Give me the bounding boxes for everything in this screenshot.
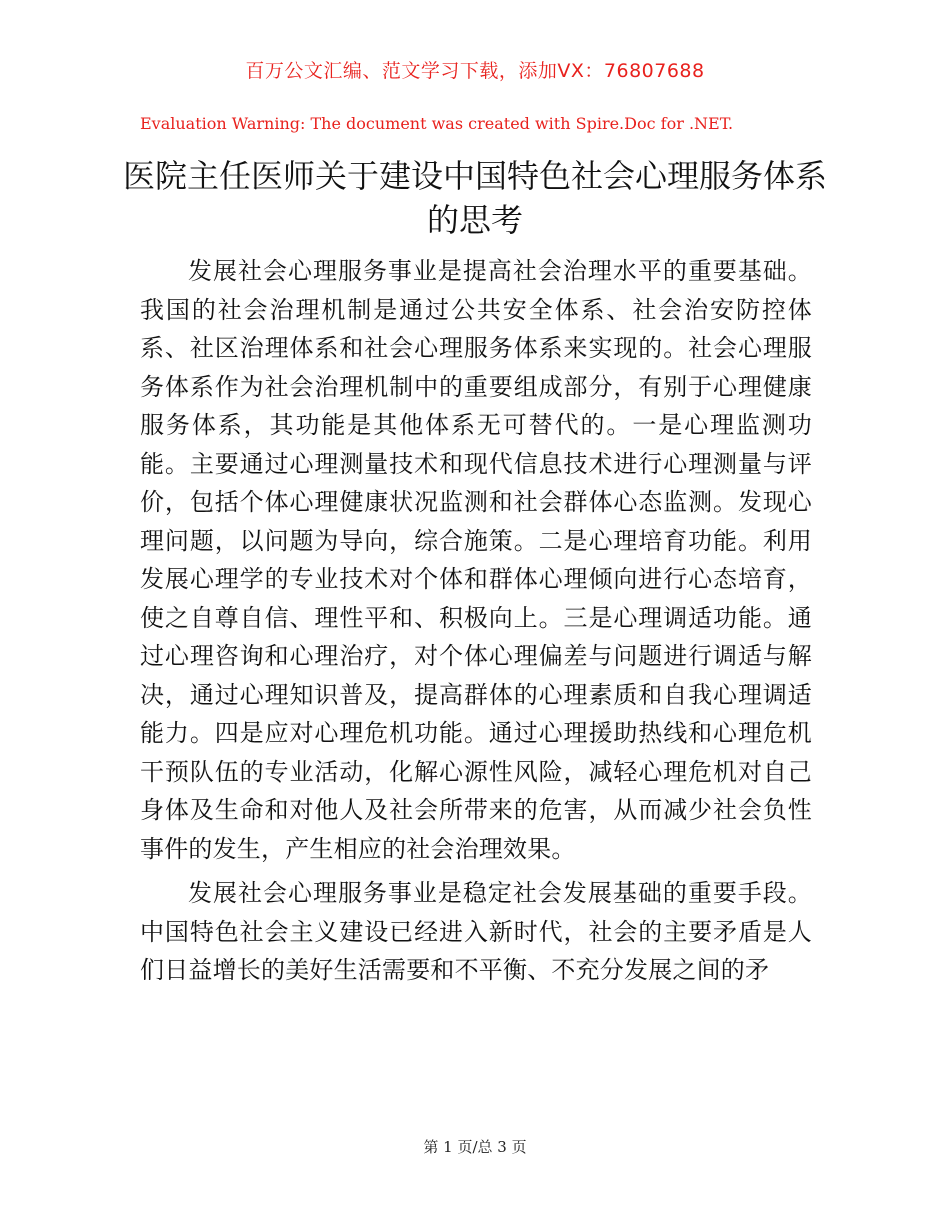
page-indicator: 第 1 页/总 3 页 [423,1138,527,1156]
paragraph: 发展社会心理服务事业是稳定社会发展基础的重要手段。中国特色社会主义建设已经进入新时代，社会的主要矛盾是人们日益增长的美好生活需要和不平衡、不充分发展之间的矛 [140,879,812,984]
document-body [140,252,812,996]
evaluation-warning: Evaluation Warning: The document was created with Spire.Doc for .NET. [140,114,734,133]
paragraph: 发展社会心理服务事业是提高社会治理水平的重要基础。我国的社会治理机制是通过公共安全体系、社会治安防控体系、社区治理体系和社会心理服务体系来实现的。社会心理服务体系作为社会治理机制中的重要组成部分，有别于心理健康服务体系，其功能是其他体系无可替代的。一是心理监测功能。主要通过心理测量技术和现代信息技术进行心理测量与评价，包括个体心理健康状况监测和社会群体心态监测。发现心理问题，以问题为导向，综合施策。二是心理培育功能。利用发展心理学的专业技术对个体和群体心理倾向进行心态培育，使之自尊自信、理性平和、积极向上。三是心理调适功能。通过心理咨询和心理治疗，对个体心理偏差与问题进行调适与解决，通过心理知识普及，提高群体的心理素质和自我心理调适能力。四是应对心理危机功能。通过心理援助热线和心理危机干预队伍的专业活动，化解心源性风险，减轻心理危机对自己身体及生命和对他人及社会所带来的危害，从而减少社会负性事件的发生，产生相应的社会治理效果。 [140,257,812,863]
document-title: 医院主任医师关于建设中国特色社会心理服务体系的思考 [122,157,827,239]
header-banner: 百万公文汇编、范文学习下载，添加VX：76807688 [245,60,705,82]
